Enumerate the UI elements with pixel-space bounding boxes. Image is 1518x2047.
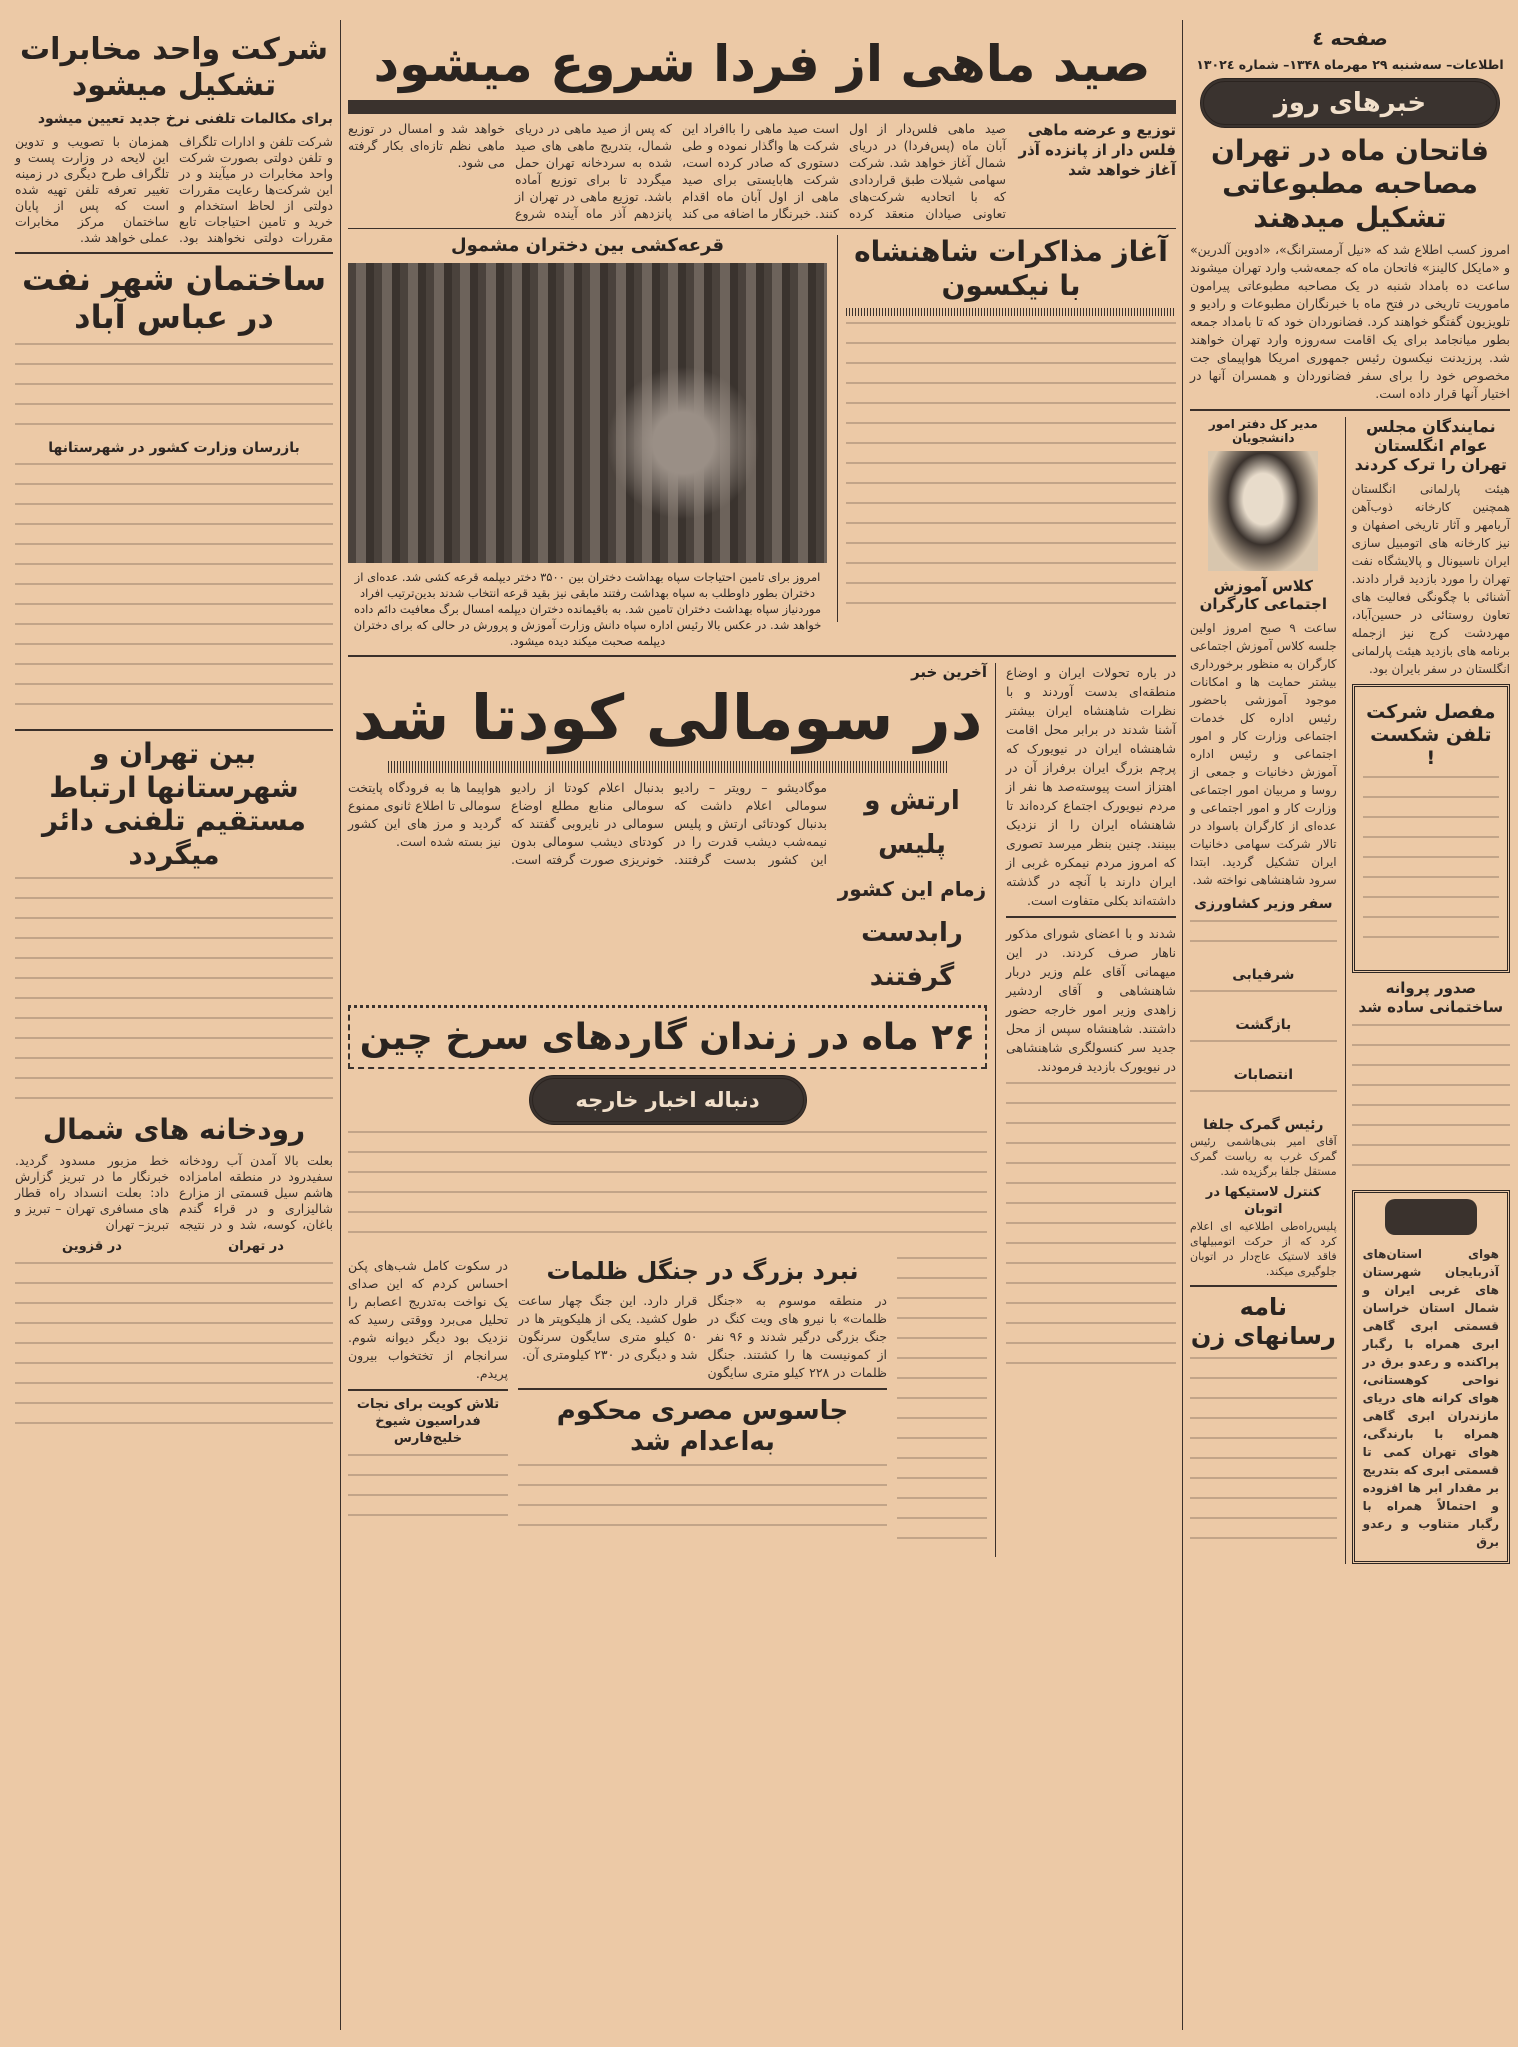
nixon-headline: آغاز مذاکرات شاهنشاه با نیکسون [854, 235, 1168, 302]
side-headline-line: گرفتند [869, 961, 955, 992]
china-prison-headline: ۲۶ ماه در زندان گاردهای سرخ چین [359, 1016, 976, 1058]
telecom-headline: شرکت واحد مخابرات تشکیل میشود [20, 32, 328, 103]
column-rule [1182, 20, 1183, 2030]
audience-headline: شرفیابی [1232, 966, 1295, 983]
qazvin-subhead: در قزوین [62, 1238, 122, 1254]
agri-headline: سفر وزیر کشاورزی [1194, 896, 1333, 913]
article-body-jungle: در منطقه موسوم به «جنگل ظلمات» با نیرو های ویت کنگ در جنگ بزرگی درگیر شدند و ۹۶ نفر از کمونیست ها را کشتند. جنگل ظلمات در ۲۲۸ کیلو متری سایگون قرار دارد. این جنگ چهار ساعت طول کشید. یکی از هلیکوپتر ها در ۵۰ کیلو متری سایگون سرنگون شد و دیگری در ۲۳۰ کیلومتری آن. [518, 1292, 887, 1380]
column-rule [340, 20, 341, 2030]
city-subheads [15, 1239, 333, 1256]
inspectors-headline: بازرسان وزارت کشور در شهرستانها [48, 439, 300, 456]
somalia-row [348, 779, 987, 999]
rule [846, 308, 1176, 316]
article-body-rivers: بعلت بالا آمدن آب رودخانه سفیدرود در منطقه امامزاده هاشم سیل قسمتی از مزارع شالیزاری و در قراء گندم باغان، کوسه، شد و در نتیجه خط مزبور مسدود گردید. خبرنگار ما در تبریز گزارش داد: بعلت انسداد راه قطار های مسافری تهران – تبریز و تبریز– تهران [15, 1152, 333, 1232]
jungle-headline: نبرد بزرگ در جنگل ظلمات [546, 1257, 859, 1286]
section-badge-daily-news: خبرهای روز [1200, 78, 1500, 128]
prison-story [348, 1257, 508, 1534]
subcolumn-mps [1345, 417, 1510, 1564]
jungle-story [518, 1257, 887, 1544]
article-body-fishing: صید ماهی فلس‌دار از اول آبان ماه (پس‌فردا) در دریای شمال آغاز خواهد شد. شرکت سهامی شیلات طبق قراردادی که با اتحادیه شرکت‌های تعاونی صیادان منعقد کرده است صید ماهی را باافراد این شرکت ها واگذار نموده و طی دستوری که صادر کرده است، شرکت هابایستی برای صید ماهی از اول آبان ماه اقدام کنند. خبرنگار ما اضافه می کند که پس از صید ماهی در دریای شمال، بتدریج ماهی های صید شده به سردخانه تهران حمل میگردد تا برای توزیع آماده باشد. توزیع ماهی در تهران از پانزدهم آذر ماه آینده شروع خواهد شد و امسال در توزیع ماهی نظم تازه‌ای بکار گرفته می شود. [348, 121, 1006, 221]
lead-headline-astronauts: فاتحان ماه در تهران مصاحبه مطبوعاتی تشکیل میدهند [1211, 133, 1489, 234]
lower-center-row [348, 663, 1176, 1558]
photo-nixon-row [348, 235, 1176, 649]
appointments-headline: انتصابات [1233, 1066, 1294, 1083]
right-column [1190, 20, 1510, 1564]
article-body-nixon: در باره تحولات ایران و اوضاع منطقه‌ای بدست آوردند و با نظرات شاهنشاه ایران بیشتر آشنا شدند در برابر محل اقامت شاهنشاه ایران در نیویورک که پرچم بزرگ ایران برفراز آن در اهتزاز است پیوسته‌صد ها نفر از مردم نیویورک اجتماع کرده‌اند تا شاهنشاه ایران را از نزدیک ببینند. چنین بنظر میرسد تصوری که امروز مردم نیمکره غربی از ایران دارند با آنچه در گذشته داشته‌اند بکلی متفاوت است. [1006, 664, 1176, 908]
article-body-prison: در سکوت کامل شب‌های پکن احساس کردم که این صدای یک نواخت به‌تدریج اعصابم را تحلیل می‌برد ووقتی رسید که نزدیک بود دیگر دیوانه شوم. سرانجام از تختخواب بیرون پریدم. [348, 1258, 508, 1382]
subcolumn-workers [1190, 417, 1337, 1557]
article-body-telecom: شرکت تلفن و ادارات تلگراف و تلفن دولتی بصورت شرکت واحد مخابرات در میآیند و در این شرکت‌ها رعایت مقررات دولتی از لحاظ استخدام و خرید و تامین احتیاجات تابع مقررات دولتی نخواهند بود. همزمان با تصویب و تدوین این لایحه در وزارت پست و تلگراف طرح دیگری در زمینه تغییر تعرفه تلفن تهیه شده است که پس از پایان ساختمان مرکز مخابرات عملی خواهد شد. [15, 134, 333, 245]
banner-rule [348, 100, 1176, 114]
telecom-subhead: برای مکالمات تلفنی نرخ جدید تعیین میشود [37, 111, 333, 127]
rivers-headline: رودخانه های شمال [42, 1113, 306, 1147]
foreign-news-area [348, 663, 996, 1558]
rule [388, 761, 947, 773]
nixon-continuation [1006, 663, 1176, 1382]
china-headline-frame [348, 1005, 987, 1069]
banner-headline-fishing: صید ماهی از فردا شروع میشود [373, 35, 1151, 93]
page-number: صفحه ٤ [1312, 28, 1388, 50]
kuwait-headline: تلاش کویت برای نجات فدراسیون شیوخ خلیج‌فارس [356, 1397, 500, 1446]
text-column [348, 1454, 508, 1534]
permit-headline: صدور پروانه ساختمانی ساده شد [1358, 978, 1504, 1017]
article-body-tires: پلیس‌راه‌طی اطلاعیه ای اعلام کرد که از حرکت اتومبیلهای فاقد لاستیک عاج‌دار در اتوبان جلوگیری میکند. [1190, 1220, 1337, 1279]
weather-logo [1385, 1199, 1477, 1235]
news-photo-lottery [348, 263, 827, 563]
text-column [1190, 990, 1337, 1010]
text-column [1363, 776, 1499, 956]
text-column [1006, 1082, 1176, 1382]
article-body-astronauts: امروز کسب اطلاع شد که «نیل آرمسترانگ»، «ادوین آلدرین» و «مایکل کالینز» فاتحان ماه که جمعه‌شب وارد تهران میشوند ساعت ده بامداد شنبه در یک مصاحبه مطبوعاتی پیرامون ماموریت تاریخی در فتح ماه با خبرنگاران مطبوعات و رادیو و تلویزیون گفتگو خواهند کرد. فضانوردان خود که تا بامداد جمعه بطور میانجامد برای یک اقامت سه‌روزه وارد تهران خواهند شد. پرزیدنت نیکسون رئیس جمهوری امریکا هواپیمای جت مخصوص خود را برای سفر فضانوردان و همسران آنها در اختیار آنها قرار داده است. [1190, 241, 1510, 401]
left-column [15, 20, 333, 1442]
text-column [1190, 1040, 1337, 1060]
side-headline-line: ارتش و پلیس [864, 785, 960, 860]
text-column [1190, 1090, 1337, 1110]
text-column [846, 322, 1176, 622]
phone-link-headline: بین تهران و شهرستانها ارتباط مستقیم تلفنی دائر میگردد [41, 736, 307, 871]
jungle-row [348, 1257, 987, 1557]
article-body-workers: ساعت ۹ صبح امروز اولین جلسه کلاس آموزش اجتماعی کارگران به منظور برخورداری بیشتر حمایت ها و امکانات موجود آموزشی باحضور رئیس اداره کل خدمات اجتماعی وزارت کار و امور اجتماعی و رئیس اداره آموزش دخانیات و جمعی از روسا و مربیان امور اجتماعی وزارت کار و امور اجتماعی و عده‌ای از کارگران باسواد در تالار شرکت سهامی دخانیات ایران تشکیل گردید. ابتدا سرود شاهنشاهی نواخته شد. [1190, 621, 1337, 888]
somalia-headline: در سومالی کودتا شد [352, 680, 983, 754]
weather-forecast: هوای استان‌های آذربایجان شهرستان های غربی ایران و شمال استان خراسان قسمتی ابری گاهی ابری همراه با رگبار پراکنده و رعدو برق در نواحی کوهستانی، هوای کرانه های دریای مازندران ابری گاهی همراه با بارندگی، هوای تهران کمی تا قسمتی ابری که بتدریج بر مقدار ابر ها افزوده و احتمالاً همراه با رگبار متناوب و رعدو برق [1362, 1246, 1499, 1549]
text-column [897, 1257, 987, 1557]
portrait-caption: مدیر کل دفتر امور دانشجویان [1208, 416, 1318, 445]
photo-headline: قرعه‌کشی بین دختران مشمول [450, 235, 724, 256]
text-column [15, 463, 333, 723]
fish-subhead: توزیع و عرضه ماهی فلس دار از پانزده آذر آغاز خواهد شد [1018, 121, 1176, 179]
customs-headline: رئیس گمرک جلفا [1203, 1117, 1324, 1134]
center-column [348, 20, 1176, 1557]
text-column [15, 877, 333, 1107]
article-body-mps: هیئت پارلمانی انگلستان همچنین کارخانه ذوب‌آهن آریامهر و آثار تاریخی اصفهان و نیز کارخانه های اتومبیل سازی ایران ناسیونال و پالایشگاه نفت تهران را مورد بازدید قرار دادند. آشنائی با چگونگی فعالیت های تعاون روستائی در حسین‌آباد، مهردشت کرج نیز ازجمله برنامه های بازدید هیئت پارلمانی انگلستان در سفر بایران بود. [1351, 482, 1510, 677]
weather-box [1352, 1190, 1510, 1564]
foreign-news-badge: دنباله اخبار خارجه [529, 1075, 807, 1125]
side-headline-line: رابدست [861, 917, 963, 948]
photo-story [348, 235, 827, 649]
photo-caption: امروز برای تامین احتیاجات سپاه بهداشت دختران بین ۳۵۰۰ دختر دیپلمه قرعه کشی شد. عده‌ای از دختران بطور داوطلب به سپاه بهداشت رفتند مابقی نیز بقید قرعه انتخاب شدند بدین‌ترتیب افراد موردنیاز سپاه بهداشت دختران تامین شد. به باقیمانده دختران دیپلمه امسال برگ معافیت دائم داده خواهد شد. در عکس بالا رئیس اداره سپاه دانش وزارت آموزش و پرورش در حالی که برای دختران دیپلمه صحبت میکند دیده میشود. [353, 569, 822, 648]
portrait-photo [1208, 451, 1318, 571]
text-column [1352, 1024, 1510, 1184]
text-column [348, 1131, 987, 1251]
mps-headline: نمایندگان مجلس عوام انگلستان تهران را ترک کردند [1354, 416, 1507, 474]
tires-headline: کنترل لاستیکها در اتوبان [1205, 1185, 1321, 1218]
phone-box-headline: مفصل شرکت تلفن شکست ! [1366, 701, 1496, 769]
side-headline-line: زمام این کشور [837, 876, 987, 901]
article-body-nixon-cont: شدند و با اعضای شورای مذکور ناهار صرف کردند. در این میهمانی آقای علم وزیر دربار شاهنشاهی و آقای اردشیر زاهدی وزیر امور خارجه حضور داشتند. شاهنشاه سپس از محل جدید سر کنسولگری شاهنشاهی در نیویورک بازدید فرمودند. [1006, 925, 1176, 1074]
women-mail-headline: نامه رسانهای زن [1190, 1293, 1336, 1350]
tehran-subhead: در تهران [228, 1238, 284, 1254]
issue-line: اطلاعات– سه‌شنبه ۲۹ مهرماه ۱۳۴۸– شماره ۱۳۰۲٤ [1196, 56, 1504, 72]
oil-town-headline: ساختمان شهر نفت در عباس آباد [21, 260, 327, 337]
fishing-story [348, 120, 1176, 222]
latest-news-label: آخرین خبر [911, 662, 987, 681]
somalia-story [348, 663, 987, 999]
spy-headline: جاسوس مصری محکوم به‌اعدام شد [556, 1395, 849, 1458]
text-column [1190, 1357, 1337, 1557]
text-column [15, 343, 333, 433]
return-headline: بازگشت [1235, 1016, 1292, 1033]
article-body-customs: آقای امیر بنی‌هاشمی رئیس گمرک غرب به ریاست گمرک مستقل جلفا برگزیده شد. [1190, 1135, 1337, 1179]
text-column [518, 1464, 887, 1544]
right-subcolumns [1190, 417, 1510, 1564]
text-column [1190, 920, 1337, 960]
text-column [15, 1262, 333, 1442]
phone-company-box [1352, 684, 1510, 972]
workers-class-headline: کلاس آموزش اجتماعی کارگران [1199, 577, 1328, 614]
somalia-side-headline [837, 779, 987, 999]
nixon-story [837, 235, 1176, 622]
article-body-somalia: موگادیشو – رویتر – رادیو سومالی اعلام داشت که بدنبال کودتائی ارتش و پلیس نیمه‌شب دیشب قدرت را در این کشور بدست گرفتند. بدنبال اعلام کودتا از رادیو سومالی منابع مطلع اوضاع سومالی در نایروبی گفتند که کودتای دیشب سومالی بدون خونریزی صورت گرفته است. هواپیما ها به فرودگاه پایتخت سومالی تا اطلاع ثانوی ممنوع گردید و مرز های این کشور نیز بسته شده است. [348, 779, 827, 867]
